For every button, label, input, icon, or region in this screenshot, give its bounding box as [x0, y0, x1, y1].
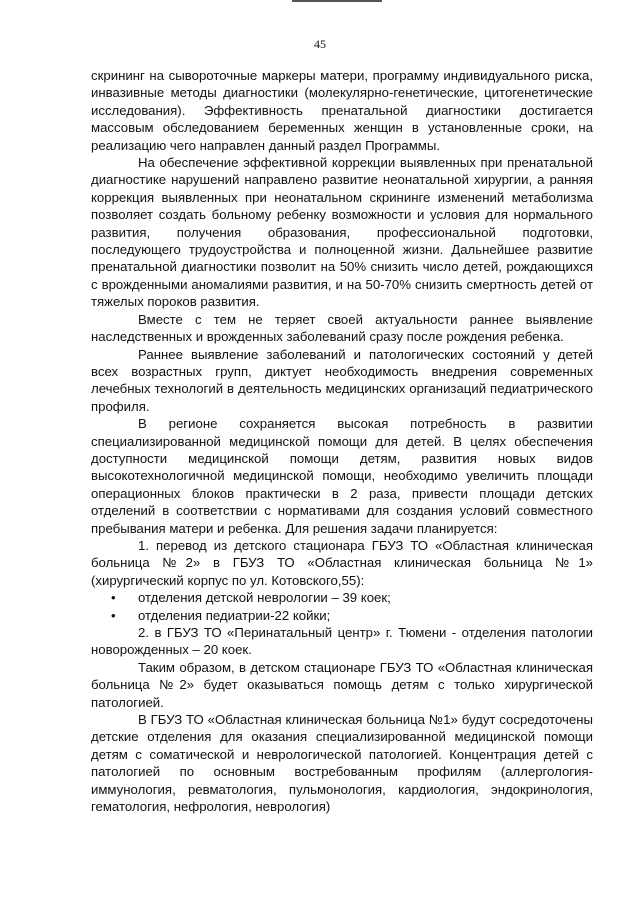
list-item-transfer: 1. перевод из детского стационара ГБУЗ ТО «Областная клиническая больница №2» в ГБУЗ ТО «Областная клиническая больница №1» (хирургический корпус по ул. Котовского,55):	[91, 537, 593, 588]
bullet-item-pediatrics	[91, 607, 593, 624]
bullet-item-neurology	[91, 589, 593, 606]
bullet-text: отделения педиатрии-22 койки;	[138, 607, 331, 623]
page-number: 45	[314, 37, 326, 51]
bullet-text: отделения детской неврологии – 39 коек;	[138, 590, 391, 606]
paragraph-neonatal-surgery: На обеспечение эффективной коррекции выявленных при пренатальной диагностике нарушений направлено развитие неонатальной хирургии, а ранняя коррекция выявленных при неонатальном скрининге изменений метаболизма позволяет создать больному ребенку возможности и условия для нормального развития, получения образования, профессиональной подготовки, последующего трудоустройства и полноценной жизни. Дальнейшее развитие пренатальной диагностики позволит на 50% снизить число детей, рождающихся с врожденными аномалиями развития, и на 50-70% снизить смертность детей от тяжелых пороков развития.	[91, 155, 593, 310]
paragraph-hospital-2: Таким образом, в детском стационаре ГБУЗ ТО «Областная клиническая больница №2» будет оказываться помощь детям с только хирургической патологией.	[91, 659, 593, 710]
paragraph-hospital-1: В ГБУЗ ТО «Областная клиническая больница №1» будут сосредоточены детские отделения для оказания специализированной медицинской помощи детям с соматической и неврологической патологией. Концентрация детей с патологией по основным востребованным профилям (аллергология-иммунология, ревматология, пульмонология, кардиология, эндокринология, гематология, нефрология, неврология)	[91, 712, 593, 815]
paragraph-region-needs: В регионе сохраняется высокая потребность в развитии специализированной медицинской помощи для детей. В целях обеспечения доступности медицинской помощи детям, развития новых видов высокотехнологичной медицинской помощи, необходимо увеличить площади операционных блоков практически в 2 раза, привести площади детских отделений в соответствии с нормативами для создания условий совместного пребывания матери и ребенка. Для решения задачи планируется:	[91, 416, 593, 536]
bullet-icon: •	[111, 590, 116, 606]
bullet-icon: •	[111, 607, 116, 623]
paragraph-age-groups: Раннее выявление заболеваний и патологических состояний у детей всех возрастных групп, диктует необходимость внедрения современных лечебных технологий в деятельность медицинских организаций педиатрического профиля.	[91, 346, 593, 414]
list-item-perinatal: 2. в ГБУЗ ТО «Перинатальный центр» г. Тюмени - отделения патологии новорожденных – 20 коек.	[91, 625, 593, 658]
paragraph-screening: скрининг на сывороточные маркеры матери, программу индивидуального риска, инвазивные методы диагностики (молекулярно-генетические, цитогенетические исследования). Эффективность пренатальной диагностики достигается массовым обследованием беременных женщин в установленные сроки, на реализацию чего направлен данный раздел Программы.	[91, 68, 593, 153]
document-body	[91, 67, 593, 815]
paragraph-early-detection: Вместе с тем не теряет своей актуальности раннее выявление наследственных и врожденных заболеваний сразу после рождения ребенка.	[91, 311, 593, 345]
top-rule	[292, 0, 382, 2]
